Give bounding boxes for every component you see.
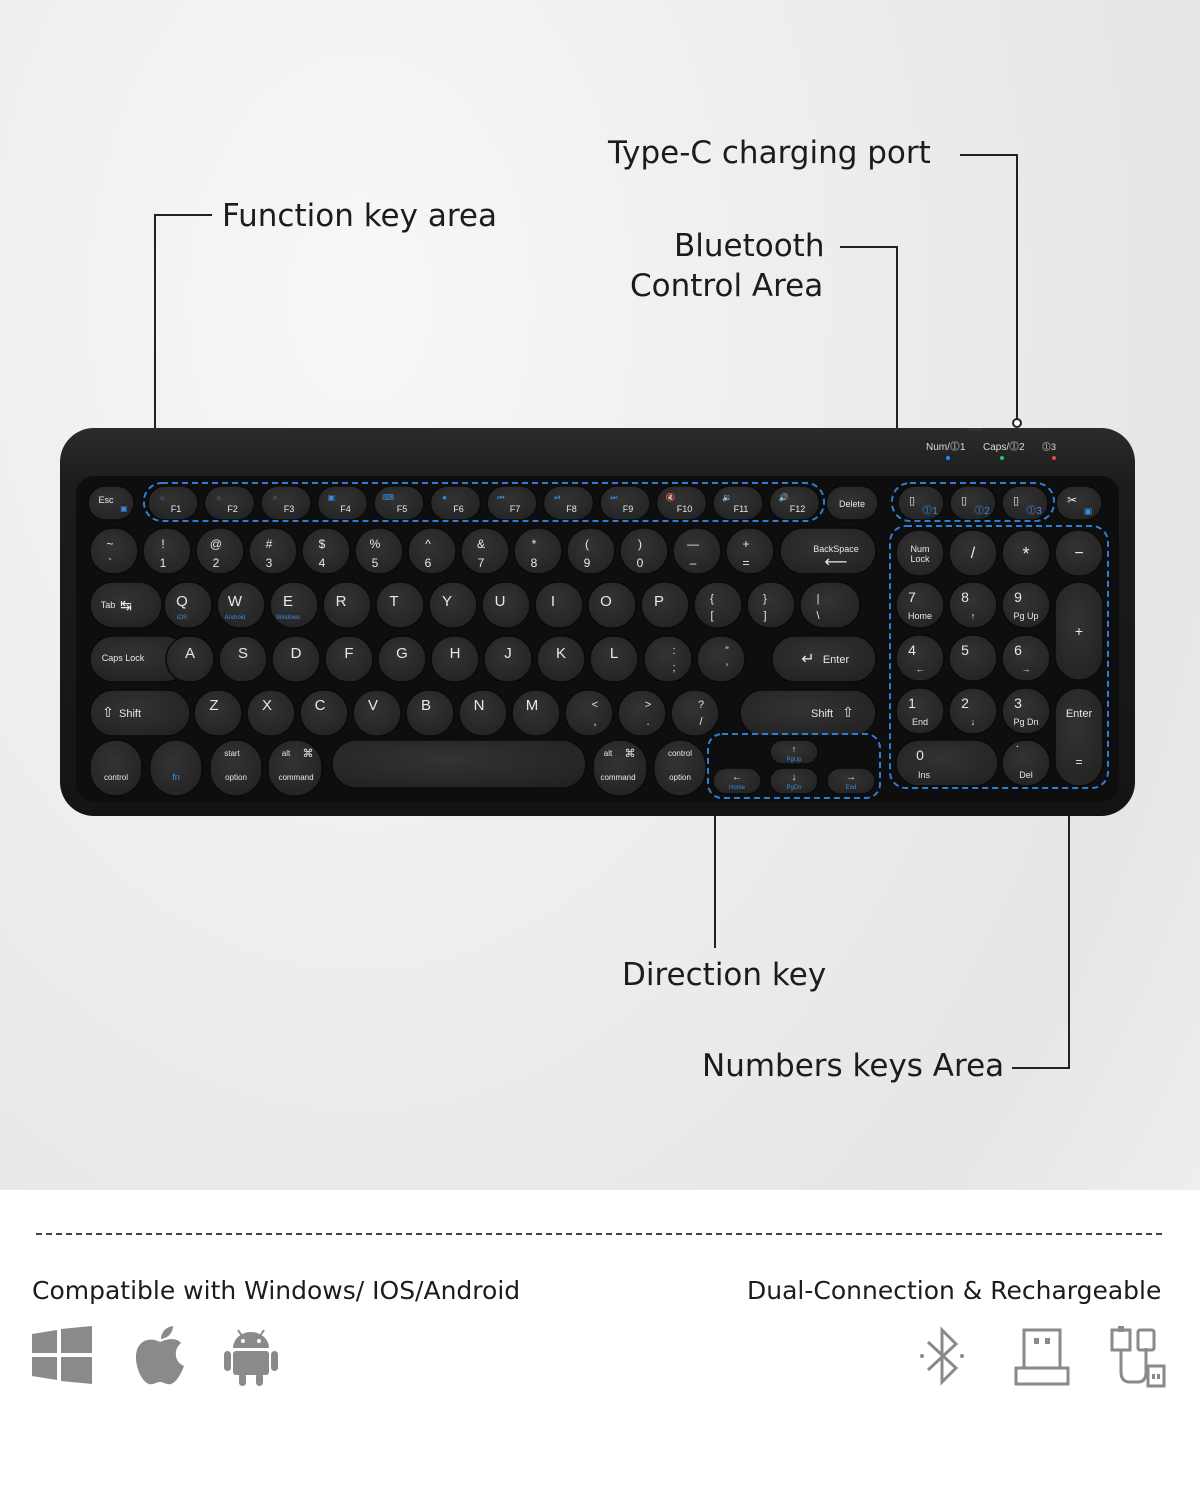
key-bracket-2-top: |	[816, 593, 820, 605]
key-num-3-top: #	[265, 537, 273, 551]
key-f3[interactable]	[261, 486, 311, 520]
key-v[interactable]	[353, 690, 401, 736]
key-f6[interactable]	[431, 486, 481, 520]
key-numpad-2[interactable]	[949, 688, 997, 734]
key-k[interactable]	[537, 636, 585, 682]
type-c-leader-dot	[1012, 418, 1022, 428]
key-r[interactable]	[323, 582, 371, 628]
key-num-star[interactable]	[1002, 530, 1050, 576]
key-num-enter-label: Enter	[1065, 708, 1093, 720]
key-x[interactable]	[247, 690, 295, 736]
key-fn-label: fn	[172, 772, 180, 782]
key-q-label: Q	[176, 593, 188, 610]
key-f5-label: F5	[396, 504, 408, 514]
indicator-num: Num/⓵1	[926, 442, 966, 453]
key-numpad-7[interactable]	[896, 582, 944, 628]
key-f10[interactable]	[657, 486, 707, 520]
key-num-star-label: *	[1022, 544, 1030, 564]
key-m-label: M	[525, 697, 539, 714]
key-tab[interactable]	[90, 582, 162, 628]
key-bracket-0-top: {	[710, 593, 714, 605]
key-arrow-down[interactable]	[770, 768, 818, 794]
key-num-8-top: *	[531, 537, 537, 551]
key-numpad-9-sub: Pg Up	[1013, 611, 1039, 621]
key-p[interactable]	[641, 582, 689, 628]
key-num-1-top: !	[161, 537, 165, 551]
key-num-3[interactable]	[249, 528, 297, 574]
key-numlock[interactable]	[896, 530, 944, 576]
key-num-slash[interactable]	[949, 530, 997, 576]
key-f[interactable]	[325, 636, 373, 682]
key-numlock-label-2: Lock	[910, 554, 930, 564]
key-bt-1-device-icon: ▯	[908, 495, 916, 507]
key-numpad-2-sub: ↓	[970, 717, 976, 727]
apple-icon	[133, 1326, 187, 1386]
key-bt-3[interactable]	[1002, 486, 1048, 520]
key-n[interactable]	[459, 690, 507, 736]
key-bracket-0-bottom: [	[710, 610, 714, 622]
key-num-7-top: &	[476, 537, 486, 551]
key-o[interactable]	[588, 582, 636, 628]
indicator-caps-led	[1000, 456, 1004, 460]
bluetooth-icon	[918, 1326, 966, 1388]
key-num-12[interactable]	[726, 528, 774, 574]
key-f9-icon: ⏭	[610, 493, 618, 502]
keyboard	[60, 428, 1135, 818]
key-num-dot-label: ˙	[1015, 743, 1021, 759]
direction-leader-v	[714, 800, 716, 948]
charging-port	[968, 428, 982, 431]
key-i[interactable]	[535, 582, 583, 628]
windows-icon	[32, 1326, 92, 1384]
key-p-label: P	[653, 593, 665, 610]
key-f1[interactable]	[148, 486, 198, 520]
key-f7[interactable]	[487, 486, 537, 520]
bluetooth-leader-h	[840, 246, 898, 248]
key-delete-label: Delete	[838, 499, 866, 509]
key-num-0-sub: Ins	[917, 770, 931, 780]
key-z-label: Z	[209, 697, 219, 714]
key-num-4-top: $	[318, 537, 326, 551]
key-t-label: T	[389, 593, 399, 610]
key-comma-1-bottom: .	[646, 716, 650, 728]
key-bt-3-device-icon: ▯	[1012, 495, 1020, 507]
key-bt-3-label: ⓵3	[1026, 506, 1042, 517]
key-f4-icon: ▣	[327, 493, 336, 502]
key-num-plus-label: +	[1074, 623, 1084, 639]
key-numpad-1-label: 1	[908, 695, 916, 711]
key-num-dot[interactable]	[1002, 740, 1050, 786]
key-b[interactable]	[406, 690, 454, 736]
indicator-num-led	[946, 456, 950, 460]
key-num-6-bottom: 6	[424, 556, 432, 570]
key-f4-label: F4	[340, 504, 351, 514]
key-f9-label: F9	[622, 504, 634, 514]
key-o-label: O	[600, 593, 612, 610]
key-alt-left-label: alt	[281, 749, 291, 758]
key-num-0-bottom: `	[108, 556, 112, 570]
key-command-left-icon: ⌘	[302, 748, 314, 760]
key-comma-0[interactable]	[565, 690, 613, 736]
key-numpad-5-label: 5	[961, 642, 969, 658]
key-e[interactable]	[270, 582, 318, 628]
key-g-label: G	[396, 645, 408, 662]
key-u-label: U	[494, 593, 506, 610]
key-bracket-1-top: }	[763, 593, 767, 605]
key-numpad-6-sub: →	[1021, 664, 1031, 674]
key-f12-icon: 🔊	[778, 493, 789, 502]
key-arrow-left-sub: Home	[728, 785, 746, 791]
indicator-bt3: ⓵3	[1042, 442, 1057, 452]
key-scissors[interactable]	[1056, 486, 1102, 520]
key-comma-0-bottom: ,	[593, 716, 597, 728]
key-control-option-right[interactable]	[654, 740, 706, 796]
key-comma-1-top: >	[644, 699, 652, 711]
key-num-enter[interactable]	[1055, 688, 1103, 786]
key-control-right-label: control	[667, 749, 693, 758]
key-f2-label: F2	[227, 504, 238, 514]
key-w[interactable]	[217, 582, 265, 628]
key-enter-label: Enter	[822, 654, 850, 666]
indicator-caps: Caps/⓵2	[983, 442, 1025, 453]
key-v-label: V	[367, 697, 379, 714]
key-start-label: start	[224, 749, 240, 758]
key-z[interactable]	[194, 690, 242, 736]
key-f5[interactable]	[374, 486, 424, 520]
key-num-8-bottom: 8	[530, 556, 538, 570]
key-numpad-3[interactable]	[1002, 688, 1050, 734]
key-scissors-icon: ✂	[1066, 493, 1078, 507]
key-f6-label: F6	[453, 504, 464, 514]
key-alt-right-label: alt	[603, 749, 613, 758]
key-shift-right[interactable]	[740, 690, 876, 736]
key-arrow-left[interactable]	[713, 768, 761, 794]
key-num-5[interactable]	[355, 528, 403, 574]
key-num-6[interactable]	[408, 528, 456, 574]
key-semi-1[interactable]	[697, 636, 745, 682]
key-option-right-label: option	[669, 773, 691, 782]
key-f1-label: F1	[170, 504, 182, 514]
key-arrow-right-icon: →	[846, 772, 856, 783]
key-arrow-right-sub: End	[845, 785, 857, 791]
key-tab-icon: ↹	[120, 597, 132, 613]
key-arrow-right[interactable]	[827, 768, 875, 794]
key-delete[interactable]	[826, 486, 878, 520]
key-a[interactable]	[166, 636, 214, 682]
numbers-callout-label: Numbers keys Area	[702, 1048, 1005, 1084]
key-f11-icon: 🔉	[722, 493, 732, 502]
key-semi-0[interactable]	[644, 636, 692, 682]
key-control-left-label: control	[103, 773, 129, 782]
key-start-option[interactable]	[210, 740, 262, 796]
key-f-label: F	[344, 645, 354, 662]
key-arrow-up-icon: ↑	[791, 744, 797, 754]
key-numpad-8[interactable]	[949, 582, 997, 628]
key-i-label: I	[550, 593, 556, 610]
key-num-11-top: —	[687, 537, 699, 551]
key-alt-command-right[interactable]	[593, 740, 647, 796]
key-f8-icon: ⏯	[554, 493, 561, 502]
key-f3-icon: ⌕	[272, 493, 278, 502]
key-arrow-up-sub: PgUp	[786, 757, 802, 763]
key-numpad-4-sub: ←	[915, 664, 925, 674]
key-bt-1[interactable]	[898, 486, 944, 520]
key-s-label: S	[237, 645, 249, 662]
key-num-9-bottom: 9	[583, 556, 591, 570]
key-k-label: K	[555, 645, 567, 662]
key-comma-2[interactable]	[671, 690, 719, 736]
key-num-10-top: )	[638, 537, 642, 551]
key-num-5-bottom: 5	[371, 556, 379, 570]
key-semi-0-bottom: ;	[672, 662, 676, 674]
key-f2[interactable]	[205, 486, 255, 520]
android-icon	[224, 1326, 278, 1386]
key-f5-icon: ⌨	[382, 493, 394, 502]
key-numpad-7-sub: Home	[907, 611, 933, 621]
key-d[interactable]	[272, 636, 320, 682]
key-l-label: L	[609, 645, 619, 662]
key-m[interactable]	[512, 690, 560, 736]
key-c-label: C	[314, 697, 326, 714]
key-numpad-1[interactable]	[896, 688, 944, 734]
key-numlock-label-1: Num	[910, 544, 930, 554]
direction-callout-label: Direction key	[622, 957, 827, 993]
bluetooth-callout-label-2: Control Area	[630, 268, 824, 304]
key-numpad-3-sub: Pg Dn	[1013, 717, 1039, 727]
key-num-10[interactable]	[620, 528, 668, 574]
key-arrow-down-icon: ↓	[791, 772, 797, 783]
key-f2-icon: ☼	[214, 493, 223, 502]
key-num-slash-label: /	[970, 545, 976, 562]
key-num-minus-label: −	[1074, 545, 1084, 562]
key-j-label: J	[504, 645, 512, 662]
key-esc-lock-icon: ▣	[120, 504, 128, 513]
key-f1-icon: ☼	[158, 493, 166, 502]
key-h[interactable]	[431, 636, 479, 682]
key-e-sub: Windows	[275, 615, 301, 621]
key-bt-2-device-icon: ▯	[960, 495, 968, 507]
key-num-10-bottom: 0	[636, 556, 644, 570]
key-f7-icon: ⏮	[497, 493, 505, 502]
key-num-2-bottom: 2	[212, 556, 220, 570]
key-semi-1-top: ”	[725, 645, 729, 657]
key-bt-2[interactable]	[950, 486, 996, 520]
key-q[interactable]	[164, 582, 212, 628]
key-shift-left[interactable]	[90, 690, 190, 736]
key-u[interactable]	[482, 582, 530, 628]
key-q-sub: iOS	[176, 615, 188, 621]
key-l[interactable]	[590, 636, 638, 682]
key-comma-2-top: ?	[697, 699, 705, 711]
key-numpad-9[interactable]	[1002, 582, 1050, 628]
key-num-plus[interactable]	[1055, 582, 1103, 680]
key-num-11[interactable]	[673, 528, 721, 574]
key-semi-1-bottom: ’	[725, 662, 729, 674]
key-num-12-top: +	[742, 537, 750, 551]
key-num-minus[interactable]	[1055, 530, 1103, 576]
key-shift-right-label: Shift	[810, 708, 834, 720]
key-backspace[interactable]	[780, 528, 876, 574]
key-esc[interactable]	[88, 486, 134, 520]
key-option-left-label: option	[225, 773, 247, 782]
key-numpad-5[interactable]	[949, 635, 997, 681]
key-numpad-3-label: 3	[1014, 695, 1022, 711]
key-comma-0-top: <	[591, 699, 599, 711]
key-e-label: E	[282, 593, 294, 610]
key-num-7[interactable]	[461, 528, 509, 574]
key-bracket-2[interactable]	[800, 582, 860, 628]
key-bracket-0[interactable]	[694, 582, 742, 628]
key-b-label: B	[420, 697, 432, 714]
key-f8[interactable]	[544, 486, 594, 520]
key-y-label: Y	[441, 593, 453, 610]
dual-connection-text: Dual-Connection & Rechargeable	[747, 1276, 1162, 1305]
key-w-label: W	[227, 593, 243, 610]
key-num-9[interactable]	[567, 528, 615, 574]
key-numpad-8-sub: ↑	[970, 611, 976, 621]
key-esc-label: Esc	[98, 495, 114, 505]
key-caps-lock-label: Caps Lock	[101, 653, 145, 663]
key-f11[interactable]	[713, 486, 763, 520]
key-num-4[interactable]	[302, 528, 350, 574]
key-num-0[interactable]	[896, 740, 998, 786]
key-numpad-6[interactable]	[1002, 635, 1050, 681]
key-num-1[interactable]	[143, 528, 191, 574]
key-num-0[interactable]	[90, 528, 138, 574]
key-num-5-top: %	[369, 537, 381, 551]
key-num-7-bottom: 7	[477, 556, 485, 570]
key-comma-2-bottom: /	[699, 716, 703, 728]
key-num-0-top: ~	[106, 537, 114, 551]
type-c-leader-h	[960, 154, 1018, 156]
usb-receiver-icon	[1014, 1326, 1070, 1388]
key-num-dot-sub: Del	[1019, 770, 1033, 780]
key-numpad-9-label: 9	[1014, 589, 1022, 605]
footer-divider	[36, 1233, 1162, 1235]
type-c-leader-v	[1016, 154, 1018, 422]
key-bracket-1[interactable]	[747, 582, 795, 628]
key-bracket-2-bottom: \	[816, 610, 820, 622]
key-num-6-top: ^	[425, 537, 431, 551]
key-f7-label: F7	[509, 504, 521, 514]
key-num-1-bottom: 1	[159, 556, 167, 570]
key-bracket-1-bottom: ]	[763, 610, 767, 622]
key-f10-label: F10	[676, 504, 693, 514]
key-comma-1[interactable]	[618, 690, 666, 736]
key-f4[interactable]	[318, 486, 368, 520]
key-num-4-bottom: 4	[318, 556, 326, 570]
function-leader-h	[154, 214, 212, 216]
key-f11-label: F11	[733, 504, 749, 514]
key-command-right-label: command	[600, 773, 636, 782]
key-scissors-lock-icon: ▣	[1083, 506, 1093, 516]
key-h-label: H	[449, 645, 461, 662]
key-g[interactable]	[378, 636, 426, 682]
key-num-2-top: @	[209, 537, 223, 551]
key-f12[interactable]	[770, 486, 820, 520]
key-shift-right-icon: ⇧	[842, 704, 854, 720]
key-numpad-4-label: 4	[908, 642, 916, 658]
key-num-0-label: 0	[916, 747, 924, 763]
key-numpad-6-label: 6	[1014, 642, 1022, 658]
key-tab-label: Tab	[100, 600, 116, 610]
compat-text: Compatible with Windows/ IOS/Android	[32, 1276, 521, 1305]
key-alt-command-left[interactable]	[268, 740, 322, 796]
key-f12-label: F12	[789, 504, 806, 514]
key-num-enter-sub: =	[1075, 755, 1083, 769]
usb-c-cable-icon	[1110, 1326, 1166, 1388]
key-command-right-icon: ⌘	[624, 748, 636, 760]
key-y[interactable]	[429, 582, 477, 628]
key-a-label: A	[184, 645, 196, 662]
key-s[interactable]	[219, 636, 267, 682]
key-numpad-2-label: 2	[961, 695, 969, 711]
key-space[interactable]	[332, 740, 586, 788]
function-area-callout-label: Function key area	[222, 198, 497, 234]
bluetooth-callout-label-1: Bluetooth	[674, 228, 825, 264]
numbers-leader-h	[1012, 1067, 1070, 1069]
key-backspace-label: BackSpace	[813, 544, 859, 554]
key-shift-left-label: Shift	[118, 708, 142, 720]
key-bt-2-label: ⓵2	[974, 506, 990, 517]
key-f6-icon: ●	[442, 493, 447, 502]
key-r-label: R	[335, 593, 347, 610]
key-command-left-label: command	[278, 773, 314, 782]
key-arrow-down-sub: PgDn	[786, 785, 802, 791]
key-w-sub: Android	[224, 615, 246, 621]
key-shift-left-icon: ⇧	[102, 704, 114, 720]
key-c[interactable]	[300, 690, 348, 736]
key-numpad-1-sub: End	[911, 717, 929, 727]
key-numpad-7-label: 7	[908, 589, 916, 605]
key-fn[interactable]	[150, 740, 202, 796]
key-num-12-bottom: =	[742, 556, 750, 570]
key-numpad-8-label: 8	[961, 589, 969, 605]
key-n-label: N	[473, 697, 485, 714]
key-num-9-top: (	[585, 537, 589, 551]
key-arrow-left-icon: ←	[732, 772, 742, 783]
key-f10-icon: 🔇	[665, 493, 676, 502]
key-arrow-up[interactable]	[770, 740, 818, 764]
key-f9[interactable]	[600, 486, 650, 520]
key-j[interactable]	[484, 636, 532, 682]
indicator-bt3-led	[1052, 456, 1056, 460]
key-enter[interactable]	[772, 636, 876, 682]
key-numpad-4[interactable]	[896, 635, 944, 681]
key-num-8[interactable]	[514, 528, 562, 574]
key-semi-0-top: :	[672, 645, 676, 657]
numbers-leader-v	[1068, 792, 1070, 1069]
key-x-label: X	[261, 697, 273, 714]
type-c-callout-label: Type-C charging port	[608, 135, 931, 171]
key-enter-icon: ↵	[801, 651, 815, 668]
key-f3-label: F3	[283, 504, 295, 514]
key-d-label: D	[290, 645, 302, 662]
key-f8-label: F8	[566, 504, 577, 514]
key-num-11-bottom: –	[689, 556, 697, 570]
key-bt-1-label: ⓵1	[922, 506, 938, 517]
key-backspace-arrow: ⟵	[824, 554, 848, 571]
key-t[interactable]	[376, 582, 424, 628]
key-num-3-bottom: 3	[265, 556, 273, 570]
key-num-2[interactable]	[196, 528, 244, 574]
key-control-left[interactable]	[90, 740, 142, 796]
